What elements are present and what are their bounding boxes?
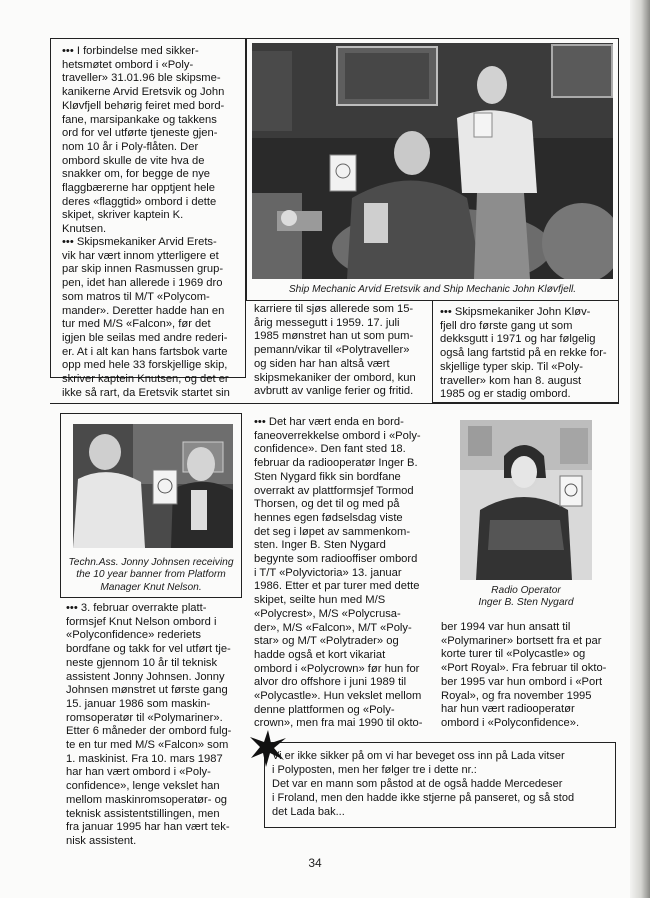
article-paragraph-johnsen: ••• 3. februar overrakte platt- formsjef Knut Nelson ombord i «Polyconfidence» rederiets bordfane og takk for vel utført tje- neste gjennom 10 år til teknisk assistent Jonny Johnsen. Jonny Johnsen mønstret ut første gang 15. januar 1986 som maskin- romsoperatør til «Polymariner». Etter 6 måneder der ombord fulg- te en tur med M/S «Falcon» som 1. maskinist. Fra 10. mars 1987 har han vært ombord i «Poly- confidence», lenge vekslet han mellom maskinromsoperatør- og teknisk assistentstillingen, men fra januar 1995 har han vært tek- nisk assistent. xyxy=(66,602,232,847)
article-paragraph-nygard-continued: ber 1994 var hun ansatt til «Polymariner» bortsett fra et par korte turer til «Polycastle» og «Port Royal». Fra februar til okto- ber 1995 var hun ombord i «Port Royal», og fra november 1995 har hun vært radiooperatør ombord i «Polyconfidence». xyxy=(441,621,607,729)
article-paragraph-nygard: ••• Det har vært enda en bord- faneoverrekkelse ombord i «Poly- confidence». Den fant sted 18. februar da radiooperatør Inger B. Sten Nygard fikk sin bordfane overrakt av plattformsjef Tormod Thorsen, og det til og med på hennes egen fødselsdag viste det seg i løpet av sammenkom- sten. Inger B. Sten Nygard begynte som radiooffiser ombord i T/T «Polyvictoria» 13. januar 1986. Etter et par turer med dette skipet, seilte hun med M/S «Polycrest», M/S «Polycrusa- der», M/S «Falcon», M/T «Poly- star» og M/T «Polytrader» og hadde også et kort vikariat ombord i «Polycrown» før hun for alvor dro offshore i juni 1989 til «Polycastle». Hun vekslet mellom denne plattformen og «Poly- crown», men fra mai 1990 til okto- xyxy=(254,416,423,730)
lada-joke-text: Vi er ikke sikker på om vi har beveget oss inn på Lada vitser i Polyposten, men her følger tre i dette nr.: Det var en mann som påstod at de også hadde Mercedeser i Froland, men den hadde ikke stjerne på panseret, og så stod det Lada bak... xyxy=(272,750,575,818)
photo-nygard xyxy=(460,420,592,580)
article-paragraph-celebration: ••• I forbindelse med sikker- hetsmøtet ombord i «Poly- traveller» 31.01.96 ble skipsme- kanikerne Arvid Eretsvik og John Kløvfjell behørig feiret med bord- fane, marsipankake og takkens ord for vel utførte tjeneste gjen- nom 10 år i Poly-flåten. Der ombord skulle de vite hva de snakker om, for begge de nye flaggbærerne har opptjent hele deres «flaggtid» ombord i dette skipet, skriver kaptein K. Knutsen. xyxy=(62,45,225,236)
article-paragraph-eretsvik: ••• Skipsmekaniker Arvid Erets- vik har vært innom ytterligere et par skip innen Rasmussen grup- pen, idet han allerede i 1969 dro som matros til M/T «Polycom- mander». Deretter hadde han en tur med M/S «Falcon», før det igjen ble seilas med andre rederi- er. At i alt kan hans fartsbok varte opp med hele 33 forskjellige skip, skriver kaptein Knutsen, og det er ikke så rart, da Eretsvik startet sin xyxy=(62,236,230,399)
article-paragraph-eretsvik-career: karriere til sjøs allerede som 15- årig messegutt i 1959. 17. juli 1985 mønstret han ut som pum- pemann/vikar til «Polytraveller» og siden har han altså vært skipsmekaniker der ombord, kun avbrutt av vanlige ferier og fritid. xyxy=(254,303,416,398)
page-edge xyxy=(630,0,650,898)
photo-mechanics xyxy=(252,43,613,279)
article-paragraph-klovfjell: ••• Skipsmekaniker John Kløv- fjell dro første gang ut som dekksgutt i 1971 og har følgelig også lang fartstid på en rekke for- skjellige typer skip. Til «Poly- traveller» kom han 8. august 1985 og er stadig ombord. xyxy=(440,306,607,401)
photo-johnsen xyxy=(73,424,233,548)
caption-main-photo: Ship Mechanic Arvid Eretsvik and Ship Mechanic John Kløvfjell. xyxy=(288,284,577,295)
caption-left-photo: Techn.Ass. Jonny Johnsen receiving the 10 year banner from Platform Manager Knut Nelson. xyxy=(68,557,234,593)
caption-right-photo: Radio Operator Inger B. Sten Nygard xyxy=(478,585,574,609)
page-number: 34 xyxy=(308,856,322,870)
section-divider xyxy=(50,403,619,404)
